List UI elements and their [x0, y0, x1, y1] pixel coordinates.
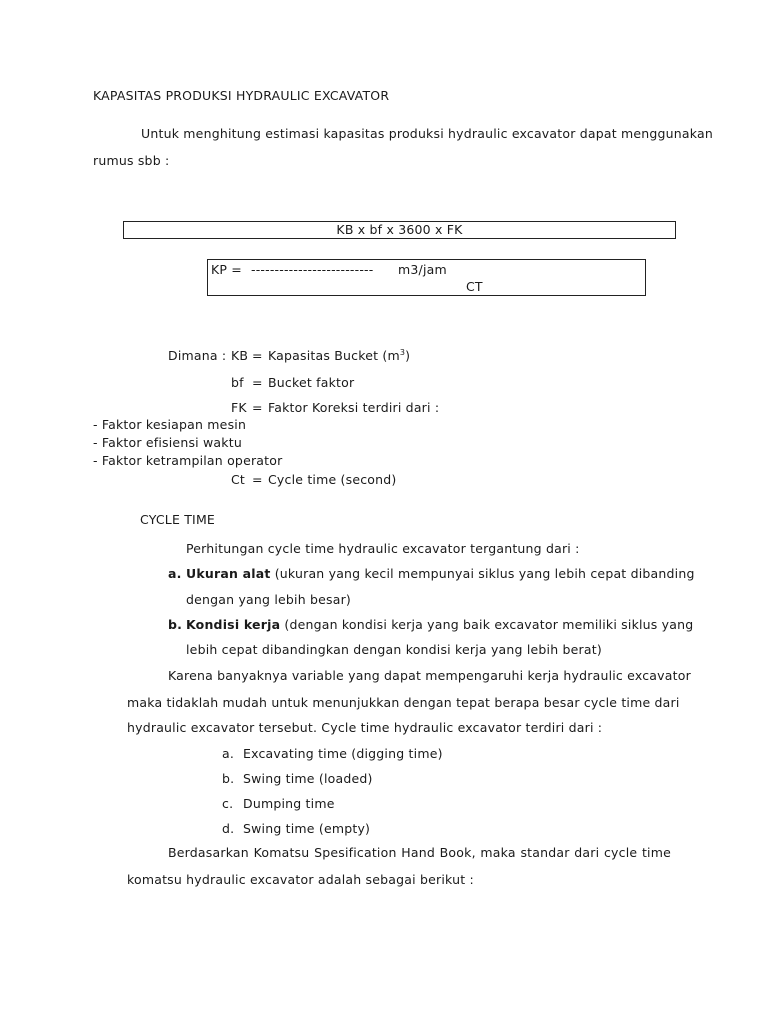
definition-kb-equals: = — [252, 348, 263, 363]
item-a-marker-text: a. — [168, 566, 182, 581]
formula-divider-line: -------------------------- — [251, 262, 374, 277]
fk-item: - Faktor ketrampilan operator — [93, 453, 283, 468]
intro-line-1: Untuk menghitung estimasi kapasitas produksi hydraulic excavator dapat menggunakan — [141, 126, 713, 141]
component-marker: b. — [222, 771, 235, 786]
item-a-marker — [168, 566, 182, 581]
formula-fraction-box — [207, 259, 646, 296]
item-b-marker-text: b. — [168, 617, 183, 632]
component-text: Excavating time (digging time) — [243, 746, 443, 761]
definition-ct-symbol: Ct — [231, 472, 246, 487]
fk-item: - Faktor kesiapan mesin — [93, 417, 247, 432]
item-b-line-2: lebih cepat dibandingkan dengan kondisi kerja yang lebih berat) — [186, 642, 602, 657]
item-b-bold: Kondisi kerja — [186, 617, 281, 632]
definition-kb-text: Kapasitas Bucket (m — [268, 348, 400, 364]
component-marker: c. — [222, 796, 234, 811]
document-title: KAPASITAS PRODUKSI HYDRAULIC EXCAVATOR — [93, 88, 390, 103]
component-text: Swing time (empty) — [243, 821, 371, 836]
item-b-line-1 — [186, 617, 694, 632]
definition-ct-equals: = — [252, 472, 263, 487]
definition-kb-symbol: KB — [231, 348, 249, 363]
item-a-text: (ukuran yang kecil mempunyai siklus yang lebih cepat dibanding — [274, 566, 695, 581]
definition-bf-equals: = — [252, 375, 263, 390]
component-marker: d. — [222, 821, 235, 836]
cycle-time-heading: CYCLE TIME — [140, 512, 216, 527]
definition-kb-desc — [268, 348, 410, 363]
definitions-intro: Dimana : — [168, 348, 227, 363]
fk-item: - Faktor efisiensi waktu — [93, 435, 242, 450]
paragraph-line-1: Karena banyaknya variable yang dapat mempengaruhi kerja hydraulic excavator — [168, 668, 691, 683]
item-a-line-2: dengan yang lebih besar) — [186, 592, 352, 607]
definition-ct-desc: Cycle time (second) — [268, 472, 397, 487]
definition-fk-equals: = — [252, 400, 263, 415]
formula-numerator-box — [123, 221, 676, 239]
closing-line-2: komatsu hydraulic excavator adalah sebagai berikut : — [127, 872, 474, 887]
definition-kb-close: ) — [405, 348, 411, 364]
item-b-marker — [168, 617, 182, 632]
item-a-bold: Ukuran alat — [186, 566, 271, 581]
component-text: Swing time (loaded) — [243, 771, 373, 786]
paragraph-line-2: maka tidaklah mudah untuk menunjukkan dengan tepat berapa besar cycle time dari — [127, 695, 680, 710]
closing-line-1: Berdasarkan Komatsu Spesification Hand Book, maka standar dari cycle time — [168, 845, 671, 860]
definition-fk-desc: Faktor Koreksi terdiri dari : — [268, 400, 440, 415]
definition-bf-symbol: bf — [231, 375, 244, 390]
item-a-line-1 — [186, 566, 695, 581]
definition-kb-superscript: 3 — [399, 348, 406, 357]
formula-numerator: KB x bf x 3600 x FK — [336, 222, 463, 237]
item-b-text: (dengan kondisi kerja yang baik excavator memiliki siklus yang — [284, 617, 694, 632]
definition-bf-desc: Bucket faktor — [268, 375, 355, 390]
paragraph-line-3: hydraulic excavator tersebut. Cycle time hydraulic excavator terdiri dari : — [127, 720, 603, 735]
formula-kp-label: KP = — [211, 262, 242, 277]
component-marker: a. — [222, 746, 235, 761]
definition-fk-symbol: FK — [231, 400, 247, 415]
intro-line-2: rumus sbb : — [93, 153, 170, 168]
formula-unit: m3/jam — [398, 262, 447, 277]
formula-denominator: CT — [466, 279, 483, 294]
cycle-time-intro: Perhitungan cycle time hydraulic excavator tergantung dari : — [186, 541, 580, 556]
component-text: Dumping time — [243, 796, 335, 811]
